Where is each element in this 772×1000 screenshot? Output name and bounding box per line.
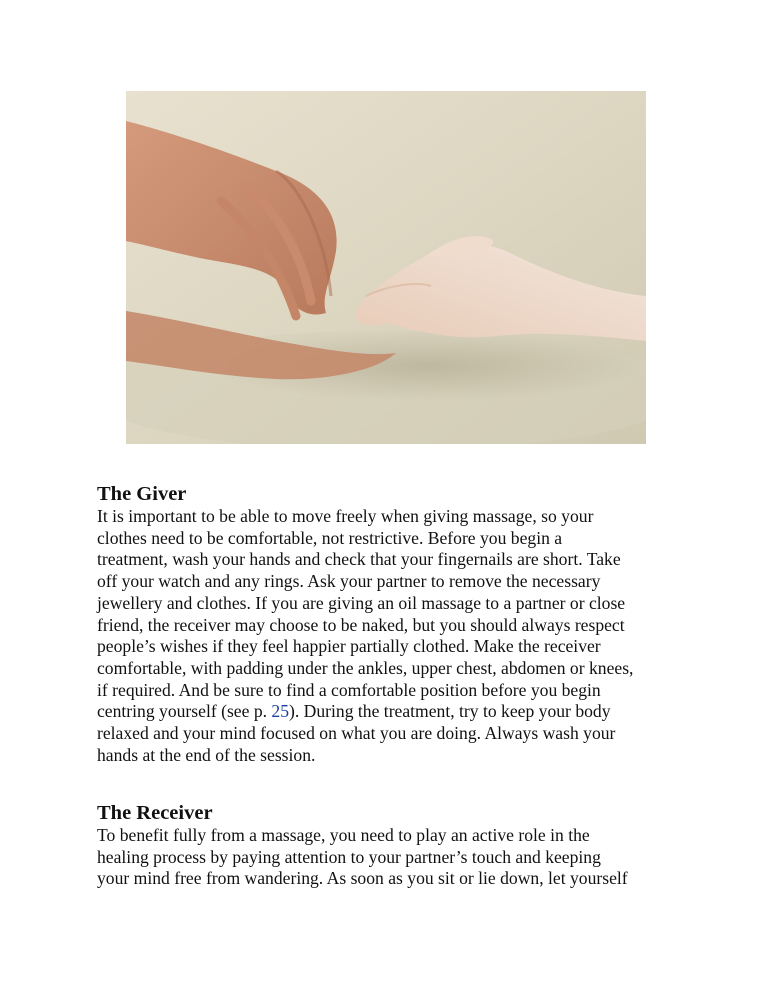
giver-line: friend, the receiver may choose to be naked, but you should always respect — [97, 614, 625, 635]
hands-illustration — [126, 91, 646, 444]
ref-text-after: ). During the treatment, try to keep your body — [289, 701, 611, 722]
giver-line: hands at the end of the session. — [97, 744, 316, 765]
receiver-line: healing process by paying attention to your partner’s touch and keeping — [97, 846, 601, 867]
ref-text-before: centring yourself (see p. — [97, 701, 272, 722]
giver-line-with-ref — [97, 701, 697, 723]
receiver-heading: The Receiver — [97, 802, 213, 824]
hands-photo — [126, 91, 646, 444]
receiver-line: To benefit fully from a massage, you need to play an active role in the — [97, 825, 590, 845]
giver-line: relaxed and your mind focused on what you are doing. Always wash your — [97, 723, 616, 744]
giver-paragraph — [97, 506, 697, 766]
receiver-line: your mind free from wandering. As soon as you sit or lie down, let yourself — [97, 868, 628, 889]
giver-line: clothes need to be comfortable, not restrictive. Before you begin a — [97, 527, 563, 548]
giver-section — [97, 482, 697, 766]
giver-line: off your watch and any rings. Ask your partner to remove the necessary — [97, 571, 601, 592]
page-reference-link[interactable]: 25 — [271, 701, 290, 722]
giver-line: treatment, wash your hands and check that your fingernails are short. Take — [97, 549, 621, 570]
receiver-paragraph — [97, 825, 697, 890]
giver-line: comfortable, with padding under the ankles, upper chest, abdomen or knees, — [97, 657, 634, 678]
giver-line: people’s wishes if they feel happier partially clothed. Make the receiver — [97, 636, 601, 657]
giver-line: jewellery and clothes. If you are giving an oil massage to a partner or close — [97, 592, 626, 613]
receiver-section — [97, 801, 697, 890]
giver-heading: The Giver — [97, 483, 187, 505]
giver-line: It is important to be able to move freely when giving massage, so your — [97, 506, 594, 526]
giver-line: if required. And be sure to find a comfortable position before you begin — [97, 679, 601, 700]
